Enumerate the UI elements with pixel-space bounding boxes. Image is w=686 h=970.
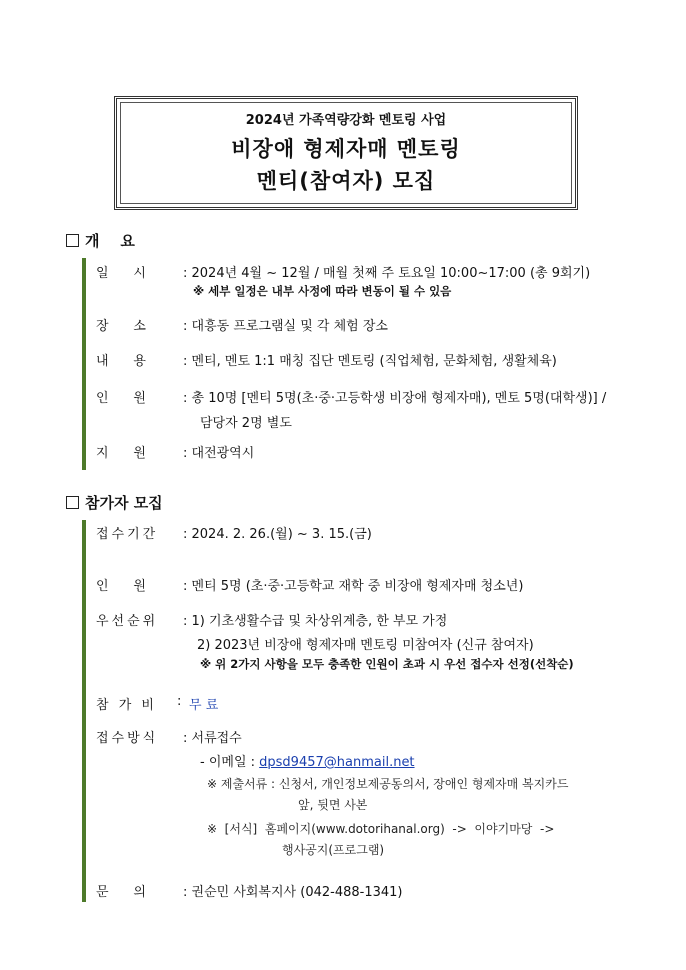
- overview-vertical-bar: [82, 258, 86, 470]
- overview-value-date: : 2024년 4월 ~ 12월 / 매월 첫째 주 토요일 10:00~17:00 (총 9회기): [183, 266, 591, 281]
- docs-note-line-1: ※ 제출서류 : 신청서, 개인정보제공동의서, 장애인 형제자매 복지카드: [207, 777, 569, 791]
- recruit-value-contact: : 권순민 사회복지사 (042-488-1341): [183, 885, 403, 900]
- title-line-1: 2024년 가족역량강화 멘토링 사업: [245, 113, 447, 128]
- recruit-priority-1: : 1) 기초생활수급 및 차상위계층, 한 부모 가정: [183, 614, 448, 629]
- form-note-line-1: ※ [서식] 홈페이지(www.dotorihanal.org) -> 이야기마당 ->: [207, 822, 555, 836]
- overview-label-place: 장 소: [96, 319, 146, 334]
- recruit-label-priority: 우선순위: [96, 614, 159, 629]
- recruit-value-method: : 서류접수: [183, 731, 242, 746]
- email-prefix: - 이메일 :: [200, 755, 260, 770]
- overview-value-support: : 대전광역시: [183, 446, 255, 461]
- recruit-vertical-bar: [82, 520, 86, 902]
- title-box: [114, 96, 578, 210]
- recruit-label-fee: 참 가 비: [96, 698, 157, 713]
- overview-value-people-2: 담당자 2명 별도: [200, 416, 292, 431]
- recruit-label-people: 인 원: [96, 579, 146, 594]
- recruit-value-period: : 2024. 2. 26.(월) ~ 3. 15.(금): [183, 527, 372, 542]
- overview-value-place: : 대흥동 프로그램실 및 각 체험 장소: [183, 319, 388, 334]
- overview-label-people: 인 원: [96, 391, 146, 406]
- overview-note-date: ※ 세부 일정은 내부 사정에 따라 변동이 될 수 있음: [193, 284, 452, 298]
- form-note-line-2: 행사공지(프로그램): [282, 843, 385, 857]
- recruit-label-method: 접수방식: [96, 731, 159, 746]
- email-link[interactable]: dpsd9457@hanmail.net: [259, 755, 415, 770]
- overview-value-content: : 멘티, 멘토 1:1 매칭 집단 멘토링 (직업체험, 문화체험, 생활체육): [183, 354, 557, 369]
- docs-note-line-2: 앞, 뒷면 사본: [298, 798, 368, 812]
- recruit-priority-2: 2) 2023년 비장애 형제자매 멘토링 미참여자 (신규 참여자): [197, 638, 534, 653]
- recruit-email-row: [200, 751, 415, 770]
- overview-label-support: 지 원: [96, 446, 146, 461]
- checkbox-square-icon: [66, 234, 79, 247]
- recruit-fee-colon: :: [177, 694, 182, 709]
- recruit-heading: 참가자 모집: [66, 492, 163, 513]
- recruit-value-fee: 무 료: [189, 698, 219, 713]
- title-line-3: 멘티(참여자) 모집: [256, 169, 436, 193]
- checkbox-square-icon: [66, 496, 79, 509]
- recruit-priority-note: ※ 위 2가지 사항을 모두 충족한 인원이 초과 시 우선 접수자 선정(선착순): [200, 657, 574, 671]
- title-line-2: 비장애 형제자매 멘토링: [231, 137, 461, 161]
- recruit-value-people: : 멘티 5명 (초·중·고등학교 재학 중 비장애 형제자매 청소년): [183, 579, 524, 594]
- overview-value-people: : 총 10명 [멘티 5명(초·중·고등학생 비장애 형제자매), 멘토 5명(대학생)] /: [183, 391, 607, 406]
- overview-heading: 개 요: [66, 230, 135, 251]
- overview-label-date: 일 시: [96, 266, 146, 281]
- recruit-label-contact: 문 의: [96, 885, 146, 900]
- recruit-label-period: 접수기간: [96, 527, 159, 542]
- overview-label-content: 내 용: [96, 354, 146, 369]
